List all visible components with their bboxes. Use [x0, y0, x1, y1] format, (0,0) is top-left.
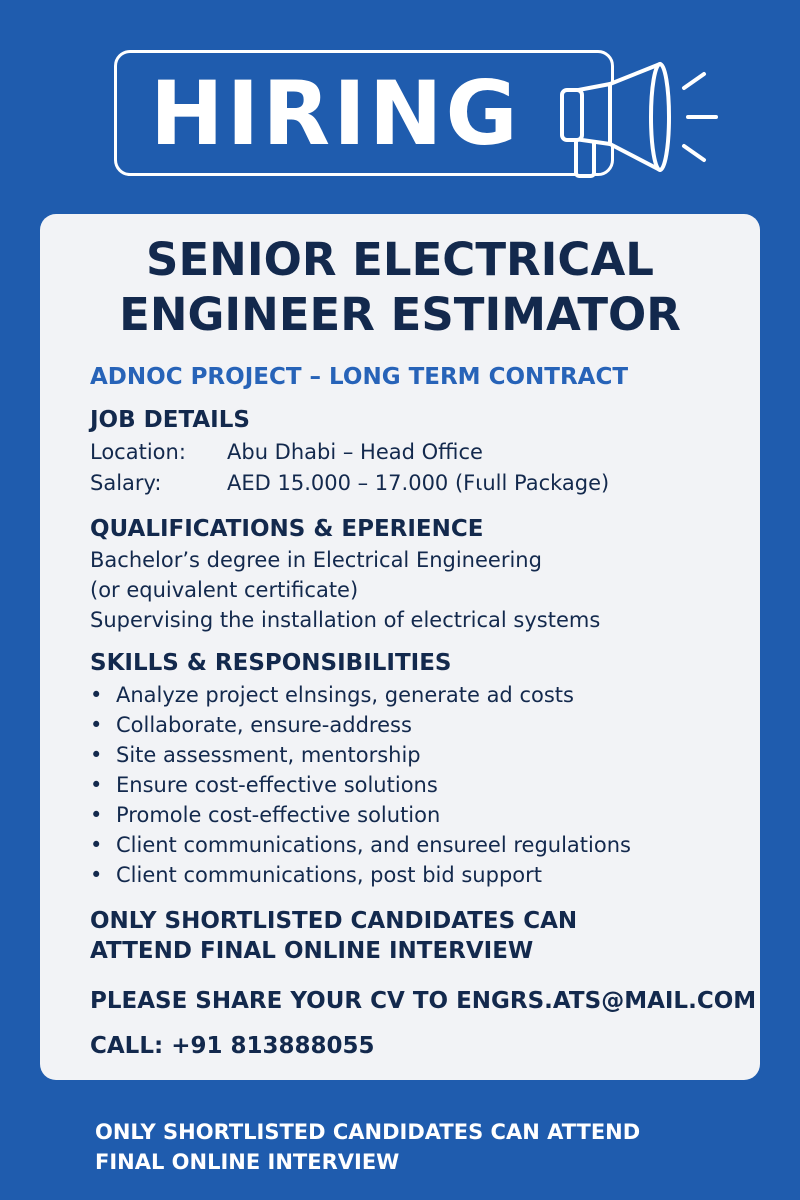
bullet-icon: •	[90, 743, 103, 767]
bullet-icon: •	[90, 773, 103, 797]
skill-text: Site assessment, mentorship	[116, 743, 421, 767]
location-value: Abu Dhabi – Head Office	[227, 440, 483, 464]
skill-text: Collaborate, ensure-address	[116, 713, 412, 737]
shortlist-notice-line1: ONLY SHORTLISTED CANDIDATES CAN	[90, 908, 578, 934]
footer-notice-line2: FINAL ONLINE INTERVIEW	[95, 1150, 400, 1174]
qualifications-heading: QUALIFICATIONS & EPERIENCE	[90, 516, 484, 542]
list-item	[90, 710, 631, 740]
list-item	[90, 770, 631, 800]
project-subheading: ADNOC PROJECT – LONG TERM CONTRACT	[90, 364, 629, 390]
qualification-line: (or equivalent certificate)	[90, 578, 359, 602]
skills-heading: SKILLS & RESPONSIBILITIES	[90, 650, 452, 676]
salary-value: AED 15.000 – 17.000 (Fɩull Package)	[227, 471, 610, 495]
skill-text: Analyze project elnsings, generate ad costs	[116, 683, 574, 707]
list-item	[90, 680, 631, 710]
bullet-icon: •	[90, 713, 103, 737]
footer-notice-line1: ONLY SHORTLISTED CANDIDATES CAN ATTEND	[95, 1120, 641, 1144]
job-title-line1: SENIOR ELECTRICAL	[146, 233, 654, 286]
megaphone-icon	[548, 58, 728, 184]
job-title-line2: ENGINEER ESTIMATOR	[119, 288, 681, 341]
skill-text: Client communications, post bid support	[116, 863, 542, 887]
skill-text: Client communications, and ensureel regulations	[116, 833, 631, 857]
job-details-heading: JOB DETAILS	[90, 407, 250, 433]
bullet-icon: •	[90, 863, 103, 887]
qualification-line: Supervising the installation of electrical systems	[90, 608, 601, 632]
list-item	[90, 830, 631, 860]
qualification-line: Bachelor’s degree in Electrical Engineering	[90, 548, 542, 572]
list-item	[90, 860, 631, 890]
shortlist-notice-line2: ATTEND FINAL ONLINE INTERVIEW	[90, 938, 534, 964]
salary-label: Salary:	[90, 471, 162, 495]
hiring-headline: HIRING	[150, 62, 521, 165]
list-item	[90, 740, 631, 770]
bullet-icon: •	[90, 833, 103, 857]
call-phone-text: CALL: +91 813888055	[90, 1033, 375, 1059]
cv-email-text: PLEASE SHARE YOUR CV TO ENGRS.ATS@MAIL.COM	[90, 988, 757, 1014]
location-label: Location:	[90, 440, 186, 464]
skill-text: Promole cost-effective solution	[116, 803, 441, 827]
bullet-icon: •	[90, 803, 103, 827]
skill-text: Ensure cost-effective solutions	[116, 773, 438, 797]
bullet-icon: •	[90, 683, 103, 707]
skills-list	[90, 680, 631, 890]
list-item	[90, 800, 631, 830]
